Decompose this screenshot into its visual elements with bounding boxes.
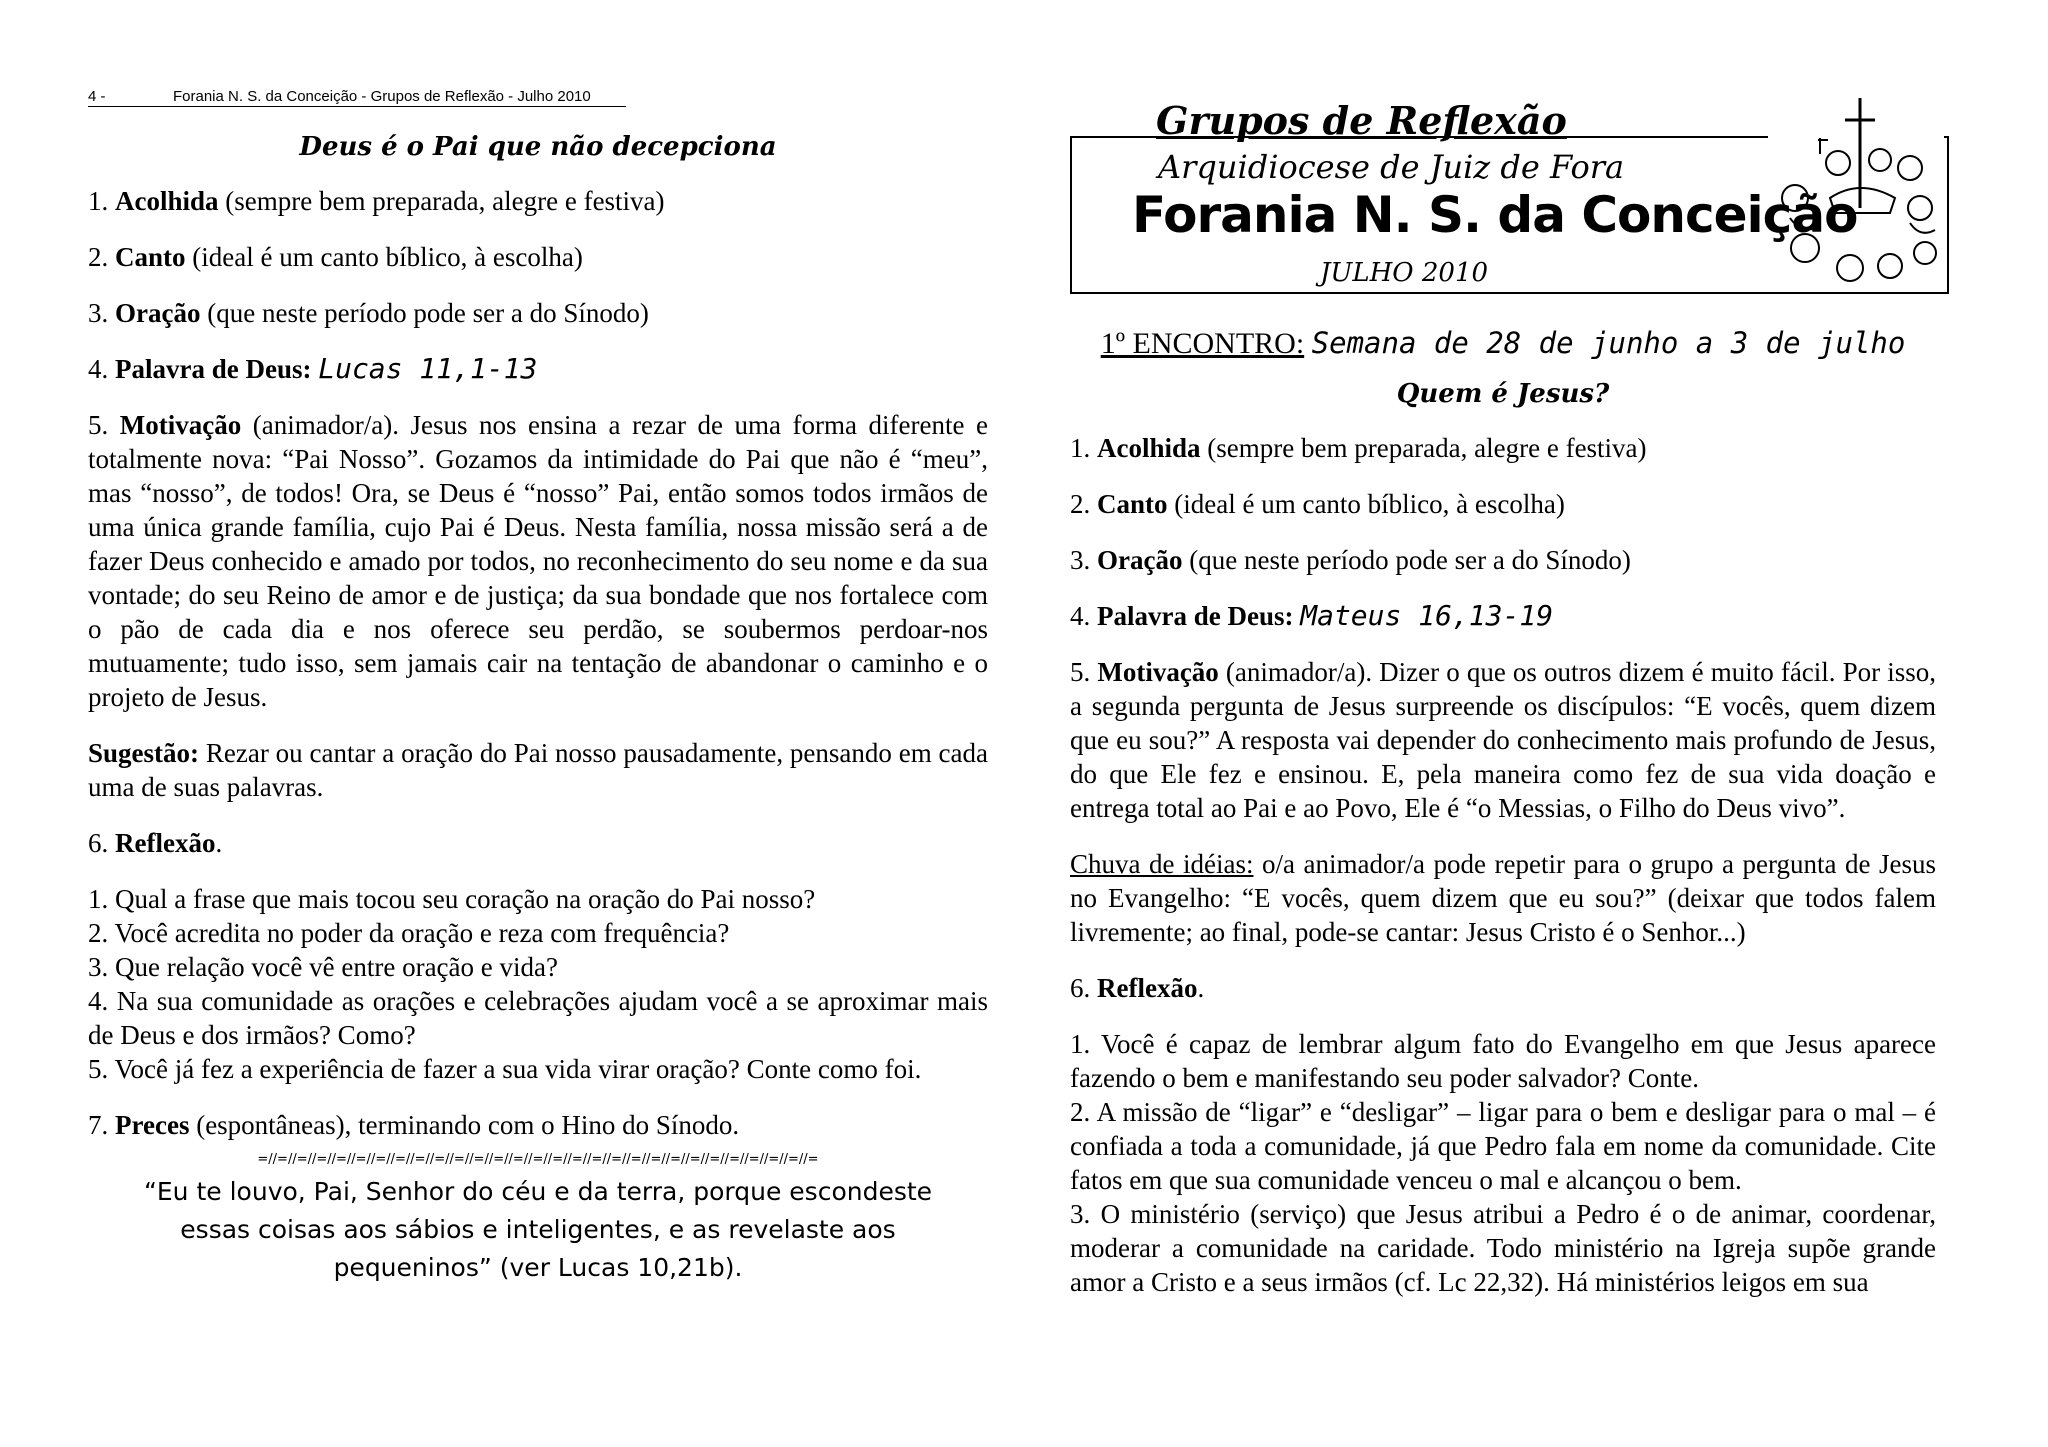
left-item-oracao: 3. Oração (que neste período pode ser a do Sínodo) — [88, 298, 649, 328]
masthead-brand: Grupos de Reflexão — [1156, 98, 1567, 143]
right-item-oracao: 3. Oração (que neste período pode ser a do Sínodo) — [1070, 545, 1631, 575]
separator-line: =//=//=//=//=//=//=//=//=//=//=//=//=//=//=//=//=//=//=//=//=//=//=//=//=//=//=//=//= — [257, 1152, 819, 1167]
masthead-archdiocese: Arquidiocese de Juiz de Fora — [1158, 148, 1625, 186]
running-head-text: Forania N. S. da Conceição - Grupos de Reflexão - Julho 2010 — [173, 88, 591, 105]
list-item: 3. Que relação você vê entre oração e vida? — [88, 952, 558, 982]
left-item-canto: 2. Canto (ideal é um canto bíblico, à escolha) — [88, 242, 583, 272]
right-scripture-ref: Mateus 16,13-19 — [1300, 599, 1554, 632]
list-item: 2. A missão de “ligar” e “desligar” – ligar para o bem e desligar para o mal – é confiada a toda a comunidade, já que Pedro fala em nome da comunidade. Cite fatos em que sua comunidade venceu o mal e alcançou o bem. — [1070, 1097, 1936, 1195]
masthead — [1070, 98, 1936, 300]
masthead-forania: Forania N. S. da Conceição — [1132, 186, 1858, 244]
list-item: 2. Você acredita no poder da oração e reza com frequência? — [88, 918, 730, 948]
right-item-motivacao: 5. Motivação (animador/a). Dizer o que os outros dizem é muito fácil. Por isso, a segunda pergunta de Jesus surpreende os discípulos: “E vocês, quem dizem que eu sou?” A resposta vai depender do conhecimento mais profundo de Jesus, do que Ele fez e ensinou. E, pela maneira como fez de sua vida doação e entrega total ao Pai e ao Povo, Ele é “o Messias, o Filho do Deus vivo”. — [1070, 657, 1936, 823]
right-item-acolhida: 1. Acolhida (sempre bem preparada, alegre e festiva) — [1070, 433, 1647, 463]
left-item-preces: 7. Preces (espontâneas), terminando com o Hino do Sínodo. — [88, 1110, 740, 1140]
right-title: Quem é Jesus? — [1396, 379, 1610, 409]
left-questions — [88, 882, 988, 1086]
left-item-reflexao: 6. Reflexão. — [88, 828, 223, 858]
right-item-reflexao: 6. Reflexão. — [1070, 973, 1205, 1003]
cross-and-group-icon — [1760, 98, 1950, 298]
closing-quote: “Eu te louvo, Pai, Senhor do céu e da terra, porque escondeste essas coisas aos sábios e inteligentes, e as revelaste aos pequeninos” (ver Lucas 10,21b). — [143, 1177, 933, 1282]
page-number: 4 - — [88, 88, 106, 105]
encontro-heading — [1070, 326, 1936, 361]
left-item-palavra: 4. Palavra de Deus: Lucas 11,1-13 — [88, 352, 538, 385]
left-scripture-ref: Lucas 11,1-13 — [318, 352, 538, 385]
encontro-week: Semana de 28 de junho a 3 de julho — [1311, 326, 1906, 360]
left-item-acolhida: 1. Acolhida (sempre bem preparada, alegre e festiva) — [88, 186, 665, 216]
running-head — [88, 88, 626, 107]
left-content — [88, 132, 988, 1287]
list-item: 5. Você já fez a experiência de fazer a sua vida virar oração? Conte como foi. — [88, 1054, 922, 1084]
list-item: 4. Na sua comunidade as orações e celebrações ajudam você a se aproximar mais de Deus e dos irmãos? Como? — [88, 986, 988, 1050]
list-item: 1. Você é capaz de lembrar algum fato do Evangelho em que Jesus aparece fazendo o bem e manifestando seu poder salvador? Conte. — [1070, 1029, 1936, 1093]
right-questions — [1070, 1027, 1936, 1299]
masthead-date: JULHO 2010 — [1320, 258, 1489, 288]
right-item-palavra: 4. Palavra de Deus: Mateus 16,13-19 — [1070, 599, 1554, 632]
right-content — [1070, 326, 1936, 1299]
left-item-motivacao: 5. Motivação (animador/a). Jesus nos ensina a rezar de uma forma diferente e totalmente nova: “Pai Nosso”. Gozamos da intimidade do Pai que não é “meu”, mas “nosso”, de todos! Ora, se Deus é “nosso” Pai, então somos todos irmãos de uma única grande família, cujo Pai é Deus. Nesta família, nossa missão será a de fazer Deus conhecido e amado por todos, no reconhecimento do seu nome e da sua vontade; do seu Reino de amor e de justiça; da sua bondade que nos fortalece com o pão de cada dia e nos oferece seu perdão, se soubermos perdoar-nos mutuamente; tudo isso, sem jamais cair na tentação de abandonar o caminho e o projeto de Jesus. — [88, 410, 988, 712]
right-chuva-de-ideias: Chuva de idéias: o/a animador/a pode repetir para o grupo a pergunta de Jesus no Evangelho: “E vocês, quem dizem que eu sou?” (deixar que todos falem livremente; ao final, pode-se cantar: Jesus Cristo é o Senhor...) — [1070, 849, 1936, 947]
list-item: 1. Qual a frase que mais tocou seu coração na oração do Pai nosso? — [88, 884, 816, 914]
list-item: 3. O ministério (serviço) que Jesus atribui a Pedro é o de animar, coordenar, moderar a comunidade na caridade. Todo ministério na Igreja supõe grande amor a Cristo e a seus irmãos (cf. Lc 22,32). Há ministérios leigos em sua — [1070, 1199, 1936, 1297]
left-sugestao: Sugestão: Rezar ou cantar a oração do Pai nosso pausadamente, pensando em cada uma de suas palavras. — [88, 738, 988, 802]
left-title: Deus é o Pai que não decepciona — [299, 132, 777, 162]
encontro-label: 1º ENCONTRO: — [1100, 327, 1305, 360]
right-item-canto: 2. Canto (ideal é um canto bíblico, à escolha) — [1070, 489, 1565, 519]
